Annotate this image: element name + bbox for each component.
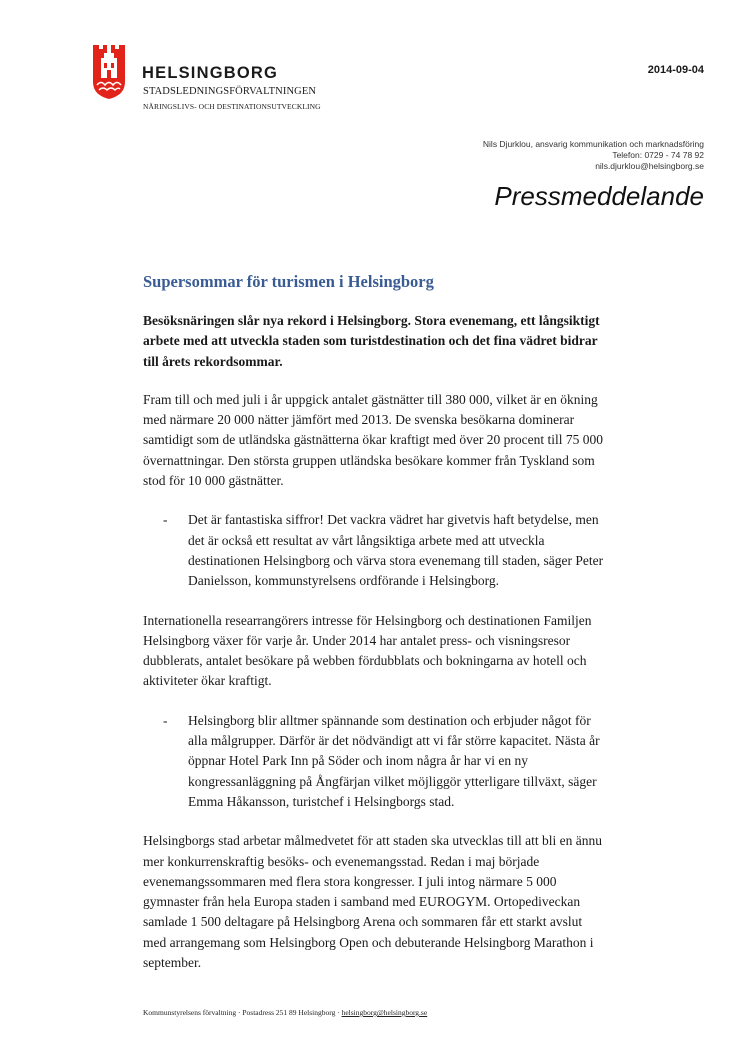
city-crest-icon bbox=[92, 44, 126, 100]
administration-name: STADSLEDNINGSFÖRVALTNINGEN bbox=[143, 86, 317, 97]
quote-text: Det är fantastiska siffror! Det vackra vädret har givetvis haft betydelse, men det är också ett resultat av vårt långsiktiga arbete med att utveckla destinationen Helsingborg och värva stora evenemang till staden, säger Peter Danielsson, kommunstyrelsens ordförande i Helsingborg. bbox=[188, 512, 604, 589]
article-quote-1 bbox=[143, 510, 608, 591]
footer-address: Kommunstyrelsens förvaltning · Postadress 251 89 Helsingborg · bbox=[143, 1008, 342, 1017]
quote-dash: - bbox=[163, 712, 168, 728]
quote-dash: - bbox=[163, 512, 168, 528]
footer-email-link[interactable]: helsingborg@helsingborg.se bbox=[341, 1008, 428, 1017]
department-name: NÄRINGSLIVS- OCH DESTINATIONSUTVECKLING bbox=[143, 102, 321, 111]
article-quote-2 bbox=[143, 711, 608, 812]
article-paragraph-2: Internationella researrangörers intresse för Helsingborg och destinationen Familjen Helsingborg växer för varje år. Under 2014 har antalet press- och visningsresor dubblerats, antalet besökare på webben fördubblats och bokningarna av hotell och aktiviteter ökar kraftigt. bbox=[143, 612, 592, 689]
article-paragraph-1: Fram till och med juli i år uppgick antalet gästnätter till 380 000, vilket är en ökning med närmare 20 000 nätter jämfört med 2013. De svenska besökarna dominerar samtidigt som de utländska gästnätterna ökar kraftigt med över 20 procent till 75 000 övernattningar. Den största gruppen utländska besökare kommer från Tyskland som stod för 10 000 gästnätter. bbox=[143, 391, 604, 489]
release-date: 2014-09-04 bbox=[647, 64, 704, 76]
article-headline: Supersommar för turismen i Helsingborg bbox=[143, 272, 434, 291]
article-paragraph-3: Helsingborgs stad arbetar målmedvetet för att staden ska utvecklas till att bli en ännu mer konkurrenskraftig besöks- och evenemangsstad. Redan i maj började evenemangssommaren med flera stora kongresser. I juli intog närmare 5 000 gymnaster från hela Europa staden i samband med EUROGYM. Ortopediveckan samlade 1 500 deltagare på Helsingborg Arena och sommaren får ett starkt avslut med arrangemang som Helsingborg Open och debuterande Helsingborg Marathon i september. bbox=[143, 833, 602, 971]
organization-name: HELSINGBORG bbox=[142, 64, 279, 82]
document-type: Pressmeddelande bbox=[494, 181, 704, 211]
page-footer bbox=[143, 1008, 427, 1017]
logo bbox=[92, 44, 332, 118]
contact-phone: Telefon: 0729 - 74 78 92 bbox=[612, 150, 704, 160]
contact-person: Nils Djurklou, ansvarig kommunikation och marknadsföring bbox=[482, 139, 704, 149]
article bbox=[143, 271, 608, 992]
contact-email: nils.djurklou@helsingborg.se bbox=[595, 161, 704, 171]
contact-block bbox=[483, 139, 704, 172]
quote-text: Helsingborg blir alltmer spännande som destination och erbjuder något för alla målgrupper. Därför är det nödvändigt att vi får större kapacitet. Nästa år öppnar Hotel Park Inn på Söder och inom några år har vi en ny kongressanläggning på Ångfärjan vilket möjliggör ytterligare tillväxt, säger Emma Håkansson, turistchef i Helsingborgs stad. bbox=[188, 712, 600, 809]
article-lead: Besöksnäringen slår nya rekord i Helsingborg. Stora evenemang, ett långsiktigt arbete med att utveckla staden som turistdestination och det fina vädret bidrar till årets rekordsommar. bbox=[143, 313, 600, 369]
